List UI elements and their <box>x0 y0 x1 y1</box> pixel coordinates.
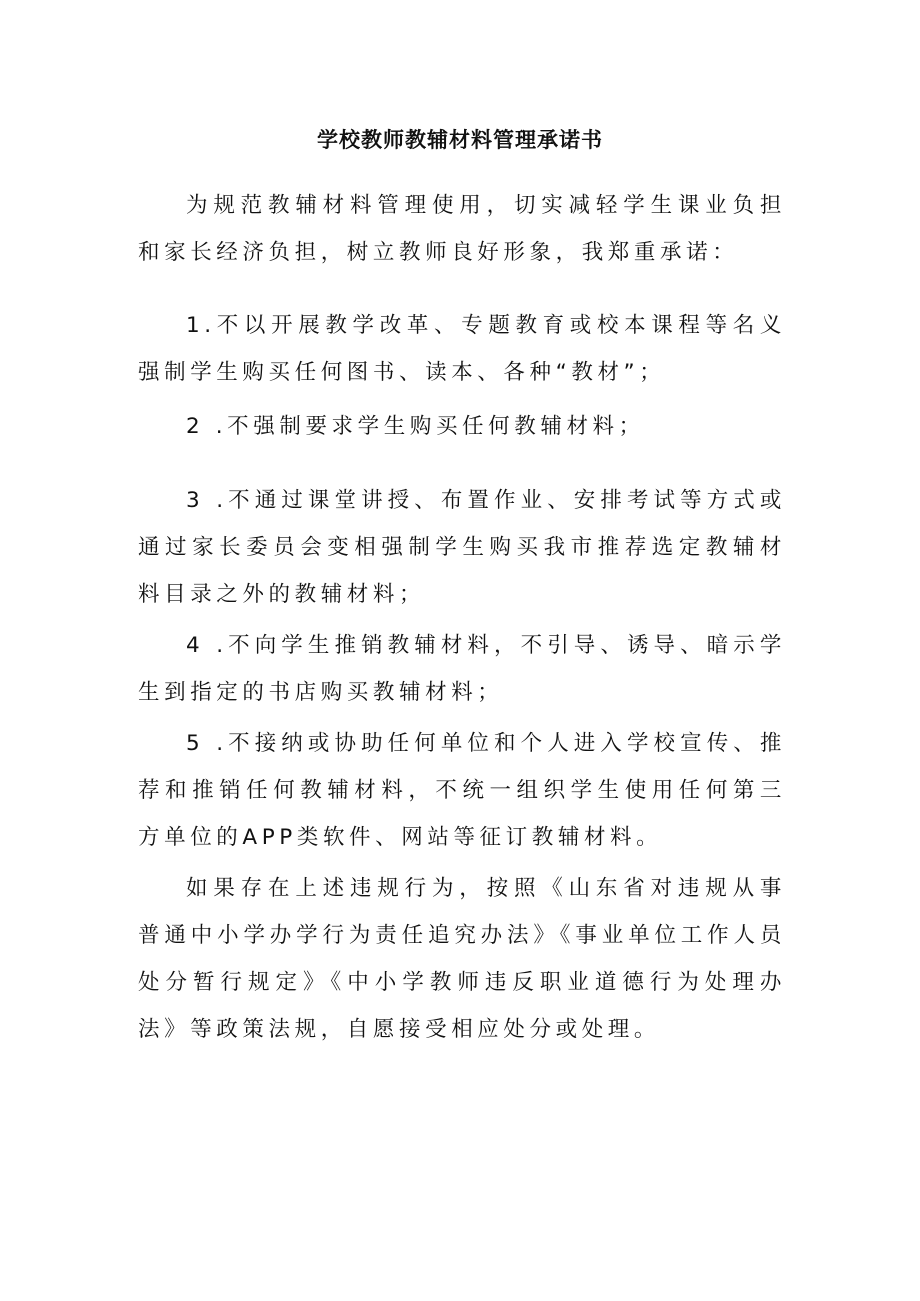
commitment-item-4: 4 .不向学生推销教辅材料，不引导、诱导、暗示学生到指定的书店购买教辅材料； <box>138 633 786 705</box>
closing-paragraph: 如果存在上述违规行为，按照《山东省对违规从事普通中小学办学行为责任追究办法》《事业单位工作人员处分暂行规定》《中小学教师违反职业道德行为处理办法》等政策法规，自愿接受相应处分或处理。 <box>138 876 786 1042</box>
commitment-item-2: 2 .不强制要求学生购买任何教辅材料； <box>186 414 645 439</box>
commitment-item-3: 3 .不通过课堂讲授、布置作业、安排考试等方式或通过家长委员会变相强制学生购买我市推荐选定教辅材料目录之外的教辅材料； <box>138 488 786 607</box>
document-title: 学校教师教辅材料管理承诺书 <box>317 128 603 152</box>
commitment-item-1: 1.不以开展教学改革、专题教育或校本课程等名义强制学生购买任何图书、读本、各种“教材”； <box>138 313 786 385</box>
commitment-item-5: 5 .不接纳或协助任何单位和个人进入学校宣传、推荐和推销任何教辅材料，不统一组织学生使用任何第三方单位的APP类软件、网站等征订教辅材料。 <box>138 731 786 850</box>
intro-paragraph: 为规范教辅材料管理使用，切实减轻学生课业负担和家长经济负担，树立教师良好形象，我郑重承诺： <box>138 193 786 265</box>
